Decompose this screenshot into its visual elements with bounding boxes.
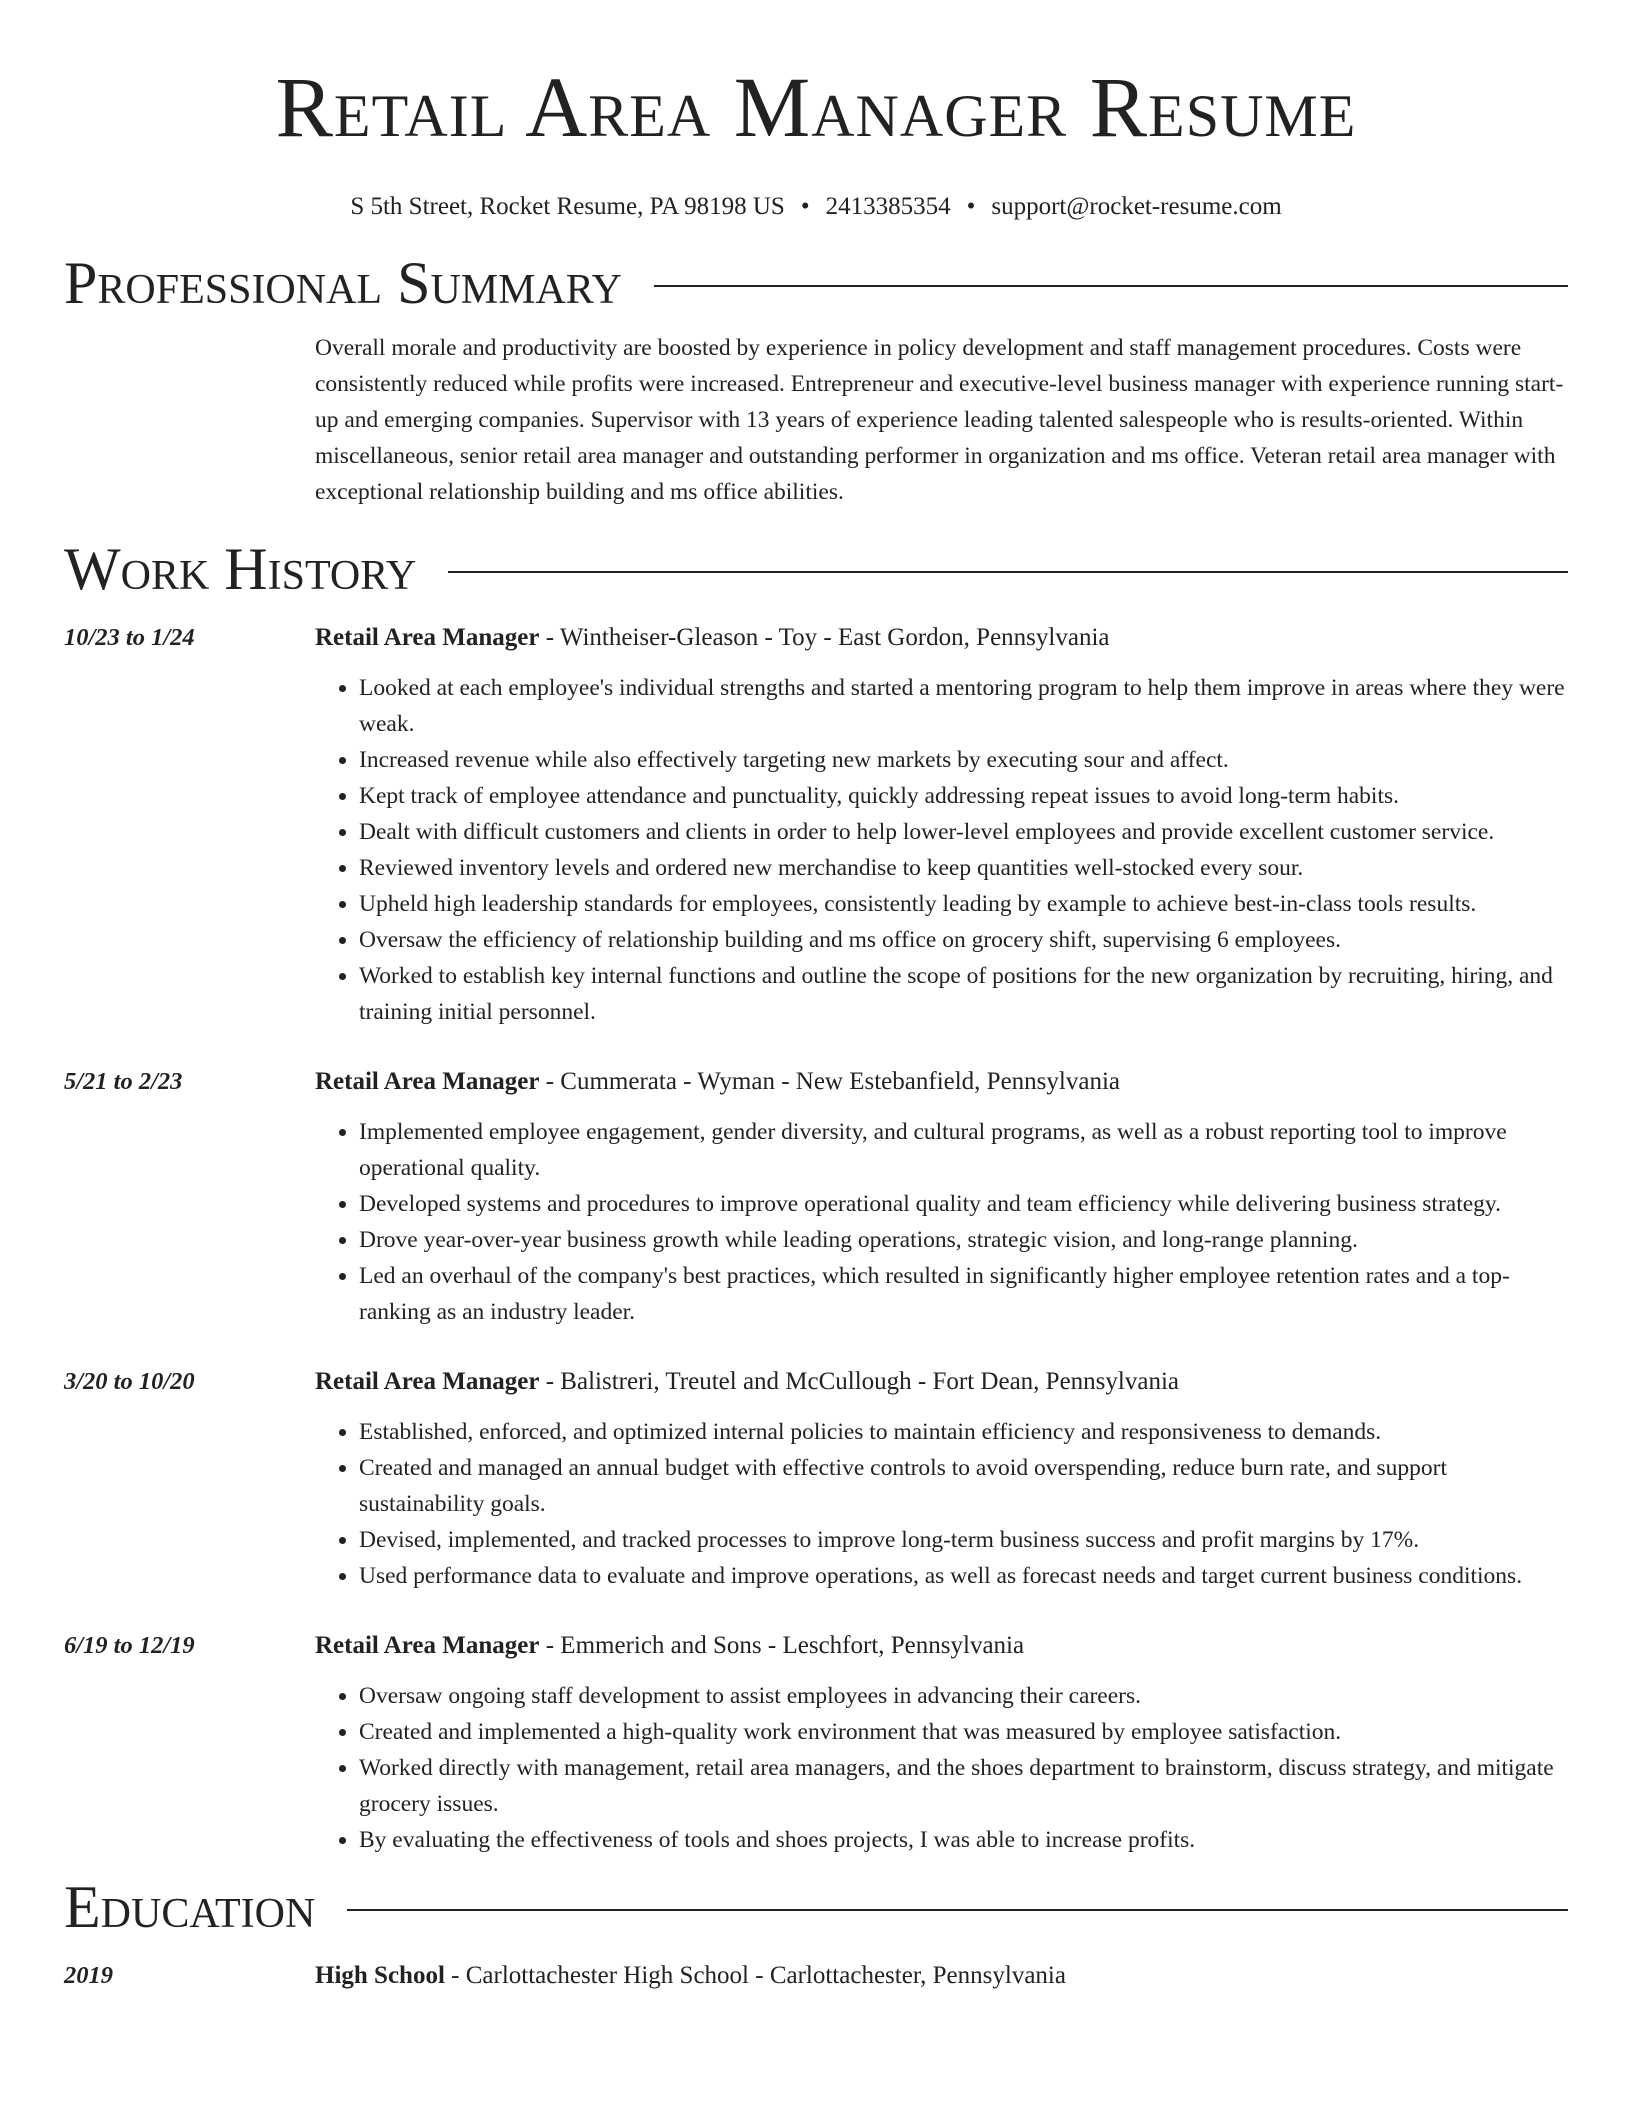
- job-bullet: • Established, enforced, and optimized internal policies to maintain efficiency and responsiveness to demands.: [359, 1414, 1568, 1450]
- job-bullet: • Oversaw ongoing staff development to assist employees in advancing their careers.: [359, 1678, 1568, 1714]
- education-degree: High School: [315, 1962, 445, 1989]
- job-bullet: • Looked at each employee's individual strengths and started a mentoring program to help them improve in areas where they were weak.: [359, 670, 1568, 742]
- contact-email: support@rocket-resume.com: [991, 193, 1282, 220]
- job-bullet: • Reviewed inventory levels and ordered new merchandise to keep quantities well-stocked every sour.: [359, 850, 1568, 886]
- work-history-heading: Work History: [64, 536, 417, 602]
- job-bullet: • Worked to establish key internal functions and outline the scope of positions for the new organization by recruiting, hiring, and training initial personnel.: [359, 958, 1568, 1030]
- job-bullet: • Upheld high leadership standards for employees, consistently leading by example to achieve best-in-class tools results.: [359, 886, 1568, 922]
- job-bullet: • Implemented employee engagement, gender diversity, and cultural programs, as well as a robust reporting tool to improve operational quality.: [359, 1114, 1568, 1186]
- contact-line: [64, 192, 1568, 222]
- summary-text: Overall morale and productivity are boosted by experience in policy development and staff management procedures. Costs were consistently reduced while profits were increased. Entrepreneur and executive-level business manager with experience running start-up and emerging companies. Supervisor with 13 years of experience leading talented salespeople who is results-oriented. Within miscellaneous, senior retail area manager and outstanding performer in organization and ms office. Veteran retail area manager with exceptional relationship building and ms office abilities.: [315, 335, 1564, 505]
- summary-section-heading: [64, 252, 1568, 314]
- job-dates: 10/23 to 1/24: [64, 624, 195, 651]
- job-dates: 5/21 to 2/23: [64, 1068, 183, 1095]
- job-bullet: • Created and managed an annual budget with effective controls to avoid overspending, reduce burn rate, and support sustainability goals.: [359, 1450, 1568, 1522]
- section-divider: [347, 1909, 1568, 1911]
- job-bullet: • Worked directly with management, retail area managers, and the shoes department to brainstorm, discuss strategy, and mitigate grocery issues.: [359, 1750, 1568, 1822]
- job-dates: 6/19 to 12/19: [64, 1632, 195, 1659]
- job-bullet: • Kept track of employee attendance and punctuality, quickly addressing repeat issues to avoid long-term habits.: [359, 778, 1568, 814]
- job-entry: [64, 620, 1568, 1030]
- job-details: - Cummerata - Wyman - New Estebanfield, Pennsylvania: [539, 1068, 1120, 1095]
- job-body: [315, 620, 1568, 1030]
- education-entry: [64, 1958, 1568, 1994]
- job-header: [315, 620, 1568, 656]
- summary-heading: Professional Summary: [64, 250, 622, 316]
- page-title: Retail Area Manager Resume: [275, 59, 1357, 155]
- education-section-heading: [64, 1876, 1568, 1938]
- job-bullets: [315, 670, 1568, 1030]
- job-title: Retail Area Manager: [315, 624, 540, 651]
- job-bullet: • Dealt with difficult customers and clients in order to help lower-level employees and provide excellent customer service.: [359, 814, 1568, 850]
- job-bullet: • Drove year-over-year business growth while leading operations, strategic vision, and long-range planning.: [359, 1222, 1568, 1258]
- job-bullet: • Oversaw the efficiency of relationship building and ms office on grocery shift, supervising 6 employees.: [359, 922, 1568, 958]
- work-history-section-heading: [64, 538, 1568, 600]
- job-bullet: • By evaluating the effectiveness of tools and shoes projects, I was able to increase profits.: [359, 1822, 1568, 1858]
- job-title: Retail Area Manager: [315, 1632, 540, 1659]
- contact-phone: 2413385354: [825, 193, 951, 220]
- job-body: [315, 1628, 1568, 1858]
- job-header: [315, 1064, 1568, 1100]
- education-body: [315, 1958, 1066, 1994]
- job-entry: [64, 1364, 1568, 1594]
- job-body: [315, 1064, 1568, 1330]
- contact-separator: •: [966, 193, 976, 220]
- job-bullets: [315, 1414, 1568, 1594]
- job-bullet: • Developed systems and procedures to improve operational quality and team efficiency while delivering business strategy.: [359, 1186, 1568, 1222]
- education-details: - Carlottachester High School - Carlottachester, Pennsylvania: [444, 1962, 1066, 1989]
- section-divider: [448, 571, 1568, 573]
- job-details: - Balistreri, Treutel and McCullough - Fort Dean, Pennsylvania: [539, 1368, 1179, 1395]
- job-bullet: • Devised, implemented, and tracked processes to improve long-term business success and profit margins by 17%.: [359, 1522, 1568, 1558]
- job-header: [315, 1628, 1568, 1664]
- contact-separator: •: [800, 193, 810, 220]
- job-bullet: • Used performance data to evaluate and improve operations, as well as forecast needs and target current business conditions.: [359, 1558, 1568, 1594]
- job-bullet: • Increased revenue while also effectively targeting new markets by executing sour and affect.: [359, 742, 1568, 778]
- job-bullets: [315, 1678, 1568, 1858]
- job-details: - Wintheiser-Gleason - Toy - East Gordon, Pennsylvania: [539, 624, 1110, 651]
- job-entry: [64, 1064, 1568, 1330]
- job-bullet: • Led an overhaul of the company's best practices, which resulted in significantly higher employee retention rates and a top-ranking as an industry leader.: [359, 1258, 1568, 1330]
- education-year: 2019: [64, 1962, 113, 1989]
- job-bullets: [315, 1114, 1568, 1330]
- job-bullet: • Created and implemented a high-quality work environment that was measured by employee satisfaction.: [359, 1714, 1568, 1750]
- section-divider: [654, 285, 1568, 287]
- job-body: [315, 1364, 1568, 1594]
- job-dates: 3/20 to 10/20: [64, 1368, 195, 1395]
- job-details: - Emmerich and Sons - Leschfort, Pennsylvania: [539, 1632, 1025, 1659]
- job-header: [315, 1364, 1568, 1400]
- job-title: Retail Area Manager: [315, 1068, 540, 1095]
- contact-address: S 5th Street, Rocket Resume, PA 98198 US: [350, 193, 785, 220]
- job-title: Retail Area Manager: [315, 1368, 540, 1395]
- job-entry: [64, 1628, 1568, 1858]
- education-heading: Education: [64, 1874, 316, 1940]
